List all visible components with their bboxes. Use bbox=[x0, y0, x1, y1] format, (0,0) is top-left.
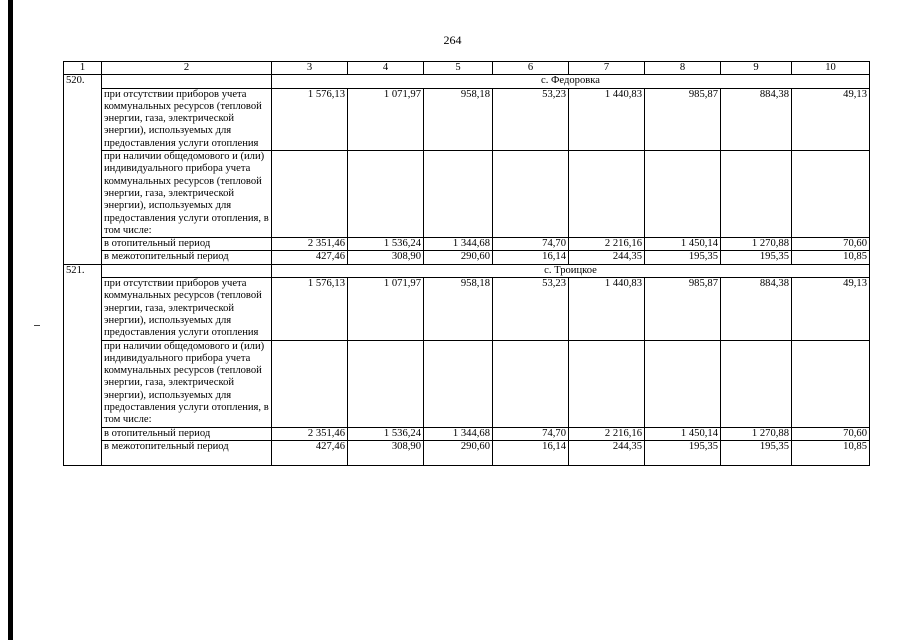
value-cell bbox=[493, 151, 569, 238]
value-cell: 985,87 bbox=[645, 88, 721, 150]
village-name: с. Федоровка bbox=[272, 75, 870, 88]
value-cell bbox=[569, 151, 645, 238]
row-description: при наличии общедомового и (или) индивидуального прибора учета коммунальных ресурсов (тепловой энергии, газа, электрической энергии), используемых для предоставления услуги отопления, в том числе: bbox=[102, 340, 272, 427]
value-cell: 1 071,97 bbox=[348, 278, 424, 340]
value-cell: 1 344,68 bbox=[424, 427, 493, 440]
empty-cell bbox=[102, 75, 272, 88]
value-cell: 1 071,97 bbox=[348, 88, 424, 150]
value-cell: 427,46 bbox=[272, 251, 348, 264]
value-cell bbox=[645, 151, 721, 238]
value-cell: 53,23 bbox=[493, 278, 569, 340]
value-cell bbox=[272, 151, 348, 238]
table-row bbox=[64, 340, 870, 427]
value-cell: 1 270,88 bbox=[721, 238, 792, 251]
value-cell: 74,70 bbox=[493, 238, 569, 251]
value-cell: 1 270,88 bbox=[721, 427, 792, 440]
village-name: с. Троицкое bbox=[272, 264, 870, 277]
value-cell: 195,35 bbox=[721, 251, 792, 264]
value-cell: 2 351,46 bbox=[272, 427, 348, 440]
value-cell: 985,87 bbox=[645, 278, 721, 340]
value-cell: 308,90 bbox=[348, 440, 424, 465]
margin-mark bbox=[34, 325, 40, 326]
section-index: 520. bbox=[64, 75, 102, 264]
value-cell: 290,60 bbox=[424, 440, 493, 465]
tariff-table bbox=[63, 61, 870, 466]
row-description: при отсутствии приборов учета коммунальных ресурсов (тепловой энергии, газа, электрической энергии), используемых для предоставления услуги отопления bbox=[102, 278, 272, 340]
value-cell: 1 450,14 bbox=[645, 238, 721, 251]
value-cell bbox=[721, 340, 792, 427]
value-cell bbox=[348, 151, 424, 238]
value-cell: 244,35 bbox=[569, 251, 645, 264]
value-cell: 2 216,16 bbox=[569, 427, 645, 440]
value-cell: 49,13 bbox=[792, 278, 870, 340]
value-cell: 1 440,83 bbox=[569, 278, 645, 340]
row-description: при отсутствии приборов учета коммунальных ресурсов (тепловой энергии, газа, электрической энергии), используемых для предоставления услуги отопления bbox=[102, 88, 272, 150]
value-cell bbox=[569, 340, 645, 427]
header-cell: 3 bbox=[272, 62, 348, 75]
table-row bbox=[64, 238, 870, 251]
value-cell: 70,60 bbox=[792, 427, 870, 440]
header-cell: 1 bbox=[64, 62, 102, 75]
value-cell: 290,60 bbox=[424, 251, 493, 264]
value-cell: 16,14 bbox=[493, 251, 569, 264]
value-cell bbox=[348, 340, 424, 427]
header-cell: 4 bbox=[348, 62, 424, 75]
header-cell: 8 bbox=[645, 62, 721, 75]
value-cell: 195,35 bbox=[721, 440, 792, 465]
page-number: 264 bbox=[443, 33, 462, 47]
value-cell: 244,35 bbox=[569, 440, 645, 465]
header-cell: 7 bbox=[569, 62, 645, 75]
value-cell bbox=[721, 151, 792, 238]
header-cell: 6 bbox=[493, 62, 569, 75]
value-cell: 958,18 bbox=[424, 278, 493, 340]
value-cell bbox=[645, 340, 721, 427]
value-cell bbox=[424, 151, 493, 238]
value-cell bbox=[792, 151, 870, 238]
value-cell: 16,14 bbox=[493, 440, 569, 465]
value-cell bbox=[493, 340, 569, 427]
row-description: в межотопительный период bbox=[102, 251, 272, 264]
value-cell: 1 440,83 bbox=[569, 88, 645, 150]
value-cell bbox=[424, 340, 493, 427]
empty-cell bbox=[102, 264, 272, 277]
value-cell: 1 576,13 bbox=[272, 278, 348, 340]
value-cell: 1 450,14 bbox=[645, 427, 721, 440]
value-cell: 70,60 bbox=[792, 238, 870, 251]
table-row bbox=[64, 278, 870, 340]
value-cell bbox=[272, 340, 348, 427]
value-cell: 1 536,24 bbox=[348, 427, 424, 440]
header-row bbox=[64, 62, 870, 75]
value-cell: 427,46 bbox=[272, 440, 348, 465]
value-cell: 195,35 bbox=[645, 251, 721, 264]
value-cell: 884,38 bbox=[721, 88, 792, 150]
row-description: в отопительный период bbox=[102, 427, 272, 440]
value-cell: 1 344,68 bbox=[424, 238, 493, 251]
table-row bbox=[64, 251, 870, 264]
value-cell bbox=[792, 340, 870, 427]
row-description: в отопительный период bbox=[102, 238, 272, 251]
section-index: 521. bbox=[64, 264, 102, 465]
value-cell: 958,18 bbox=[424, 88, 493, 150]
binding-edge bbox=[8, 0, 13, 640]
table-row bbox=[64, 88, 870, 150]
value-cell: 1 576,13 bbox=[272, 88, 348, 150]
section-header-row bbox=[64, 264, 870, 277]
value-cell: 2 351,46 bbox=[272, 238, 348, 251]
value-cell: 49,13 bbox=[792, 88, 870, 150]
table-row bbox=[64, 440, 870, 465]
table-row bbox=[64, 427, 870, 440]
row-description: при наличии общедомового и (или) индивидуального прибора учета коммунальных ресурсов (тепловой энергии, газа, электрической энергии), используемых для предоставления услуги отопления, в том числе: bbox=[102, 151, 272, 238]
value-cell: 53,23 bbox=[493, 88, 569, 150]
header-cell: 9 bbox=[721, 62, 792, 75]
value-cell: 2 216,16 bbox=[569, 238, 645, 251]
value-cell: 195,35 bbox=[645, 440, 721, 465]
header-cell: 5 bbox=[424, 62, 493, 75]
row-description: в межотопительный период bbox=[102, 440, 272, 465]
value-cell: 1 536,24 bbox=[348, 238, 424, 251]
table-row bbox=[64, 151, 870, 238]
value-cell: 308,90 bbox=[348, 251, 424, 264]
header-cell: 2 bbox=[102, 62, 272, 75]
section-header-row bbox=[64, 75, 870, 88]
value-cell: 10,85 bbox=[792, 440, 870, 465]
value-cell: 74,70 bbox=[493, 427, 569, 440]
value-cell: 10,85 bbox=[792, 251, 870, 264]
header-cell: 10 bbox=[792, 62, 870, 75]
value-cell: 884,38 bbox=[721, 278, 792, 340]
